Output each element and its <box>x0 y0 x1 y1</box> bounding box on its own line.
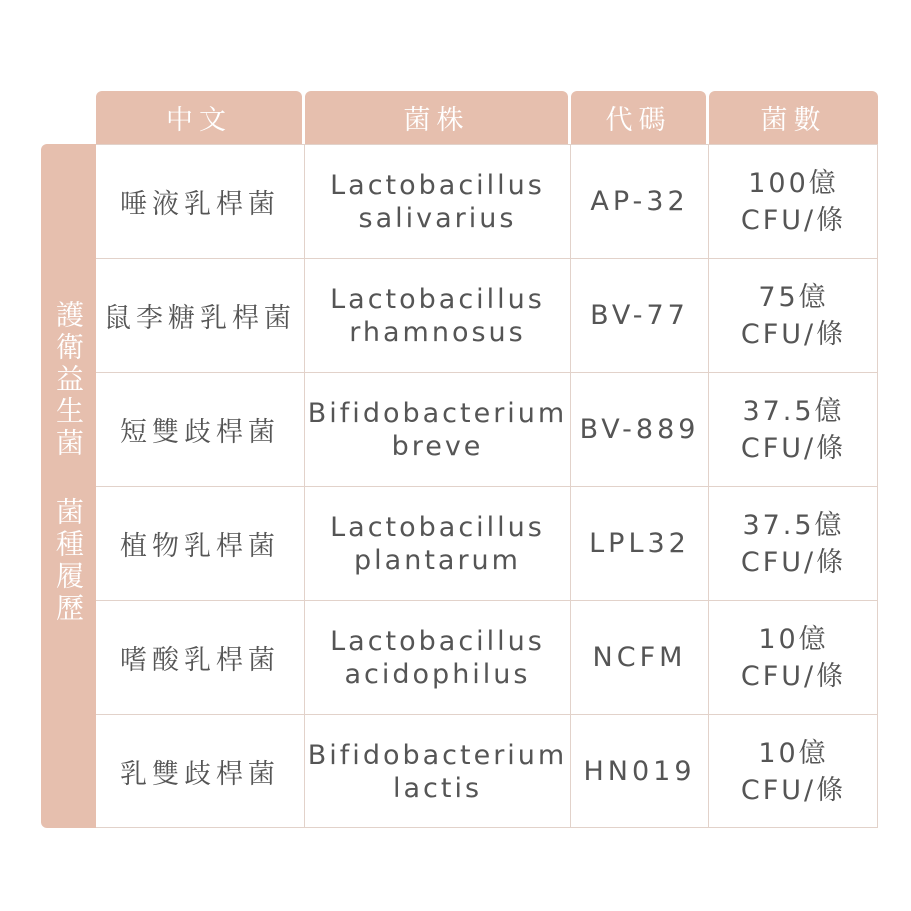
count-amount: 10億 <box>758 737 829 769</box>
count-unit: CFU/條 <box>740 432 847 464</box>
header-strain: 菌株 <box>305 91 568 144</box>
strain-genus: Lactobacillus <box>330 283 545 315</box>
count-unit: CFU/條 <box>740 660 847 692</box>
count-cell <box>708 145 878 258</box>
count-amount: 10億 <box>758 623 829 655</box>
strain-species: rhamnosus <box>349 316 526 348</box>
chinese-name-cell: 嗜酸乳桿菌 <box>120 645 280 676</box>
table-row <box>96 258 878 372</box>
chinese-name-cell: 植物乳桿菌 <box>120 531 280 562</box>
strain-genus: Lactobacillus <box>330 169 545 201</box>
strain-species: lactis <box>392 772 483 804</box>
table-row <box>96 714 878 828</box>
count-unit: CFU/條 <box>740 318 847 350</box>
count-amount: 37.5億 <box>742 395 845 427</box>
strain-genus: Bifidobacterium <box>307 397 568 429</box>
count-cell <box>708 601 878 714</box>
code-cell: BV-889 <box>570 373 708 486</box>
table-row <box>96 372 878 486</box>
table-row <box>96 600 878 714</box>
count-amount: 37.5億 <box>742 509 845 541</box>
strain-species: plantarum <box>354 544 521 576</box>
code-cell: AP-32 <box>570 145 708 258</box>
count-amount: 75億 <box>758 281 829 313</box>
header-count: 菌數 <box>709 91 878 144</box>
chinese-name-cell: 鼠李糖乳桿菌 <box>104 303 296 334</box>
table-row <box>96 486 878 600</box>
count-unit: CFU/條 <box>740 204 847 236</box>
strain-genus: Lactobacillus <box>330 625 545 657</box>
strain-species: salivarius <box>358 202 517 234</box>
code-cell: BV-77 <box>570 259 708 372</box>
count-unit: CFU/條 <box>740 774 847 806</box>
strain-cell <box>304 715 570 828</box>
count-cell <box>708 373 878 486</box>
count-cell <box>708 715 878 828</box>
strain-table <box>96 144 878 828</box>
count-cell <box>708 487 878 600</box>
strain-genus: Bifidobacterium <box>307 739 568 771</box>
strain-cell <box>304 601 570 714</box>
header-code: 代碼 <box>571 91 706 144</box>
count-cell <box>708 259 878 372</box>
chinese-name-cell: 唾液乳桿菌 <box>120 189 280 220</box>
code-cell: HN019 <box>570 715 708 828</box>
strain-cell <box>304 487 570 600</box>
code-cell: NCFM <box>570 601 708 714</box>
strain-genus: Lactobacillus <box>330 511 545 543</box>
count-amount: 100億 <box>748 167 839 199</box>
chinese-name-cell: 短雙歧桿菌 <box>120 417 280 448</box>
strain-species: acidophilus <box>344 658 531 690</box>
chinese-name-cell: 乳雙歧桿菌 <box>120 759 280 790</box>
table-row <box>96 144 878 258</box>
strain-cell <box>304 145 570 258</box>
header-chinese-name: 中文 <box>96 91 302 144</box>
count-unit: CFU/條 <box>740 546 847 578</box>
strain-cell <box>304 259 570 372</box>
strain-species: breve <box>391 430 484 462</box>
side-category-label: 護衛益生菌 菌種履歷 <box>52 300 85 625</box>
code-cell: LPL32 <box>570 487 708 600</box>
strain-cell <box>304 373 570 486</box>
